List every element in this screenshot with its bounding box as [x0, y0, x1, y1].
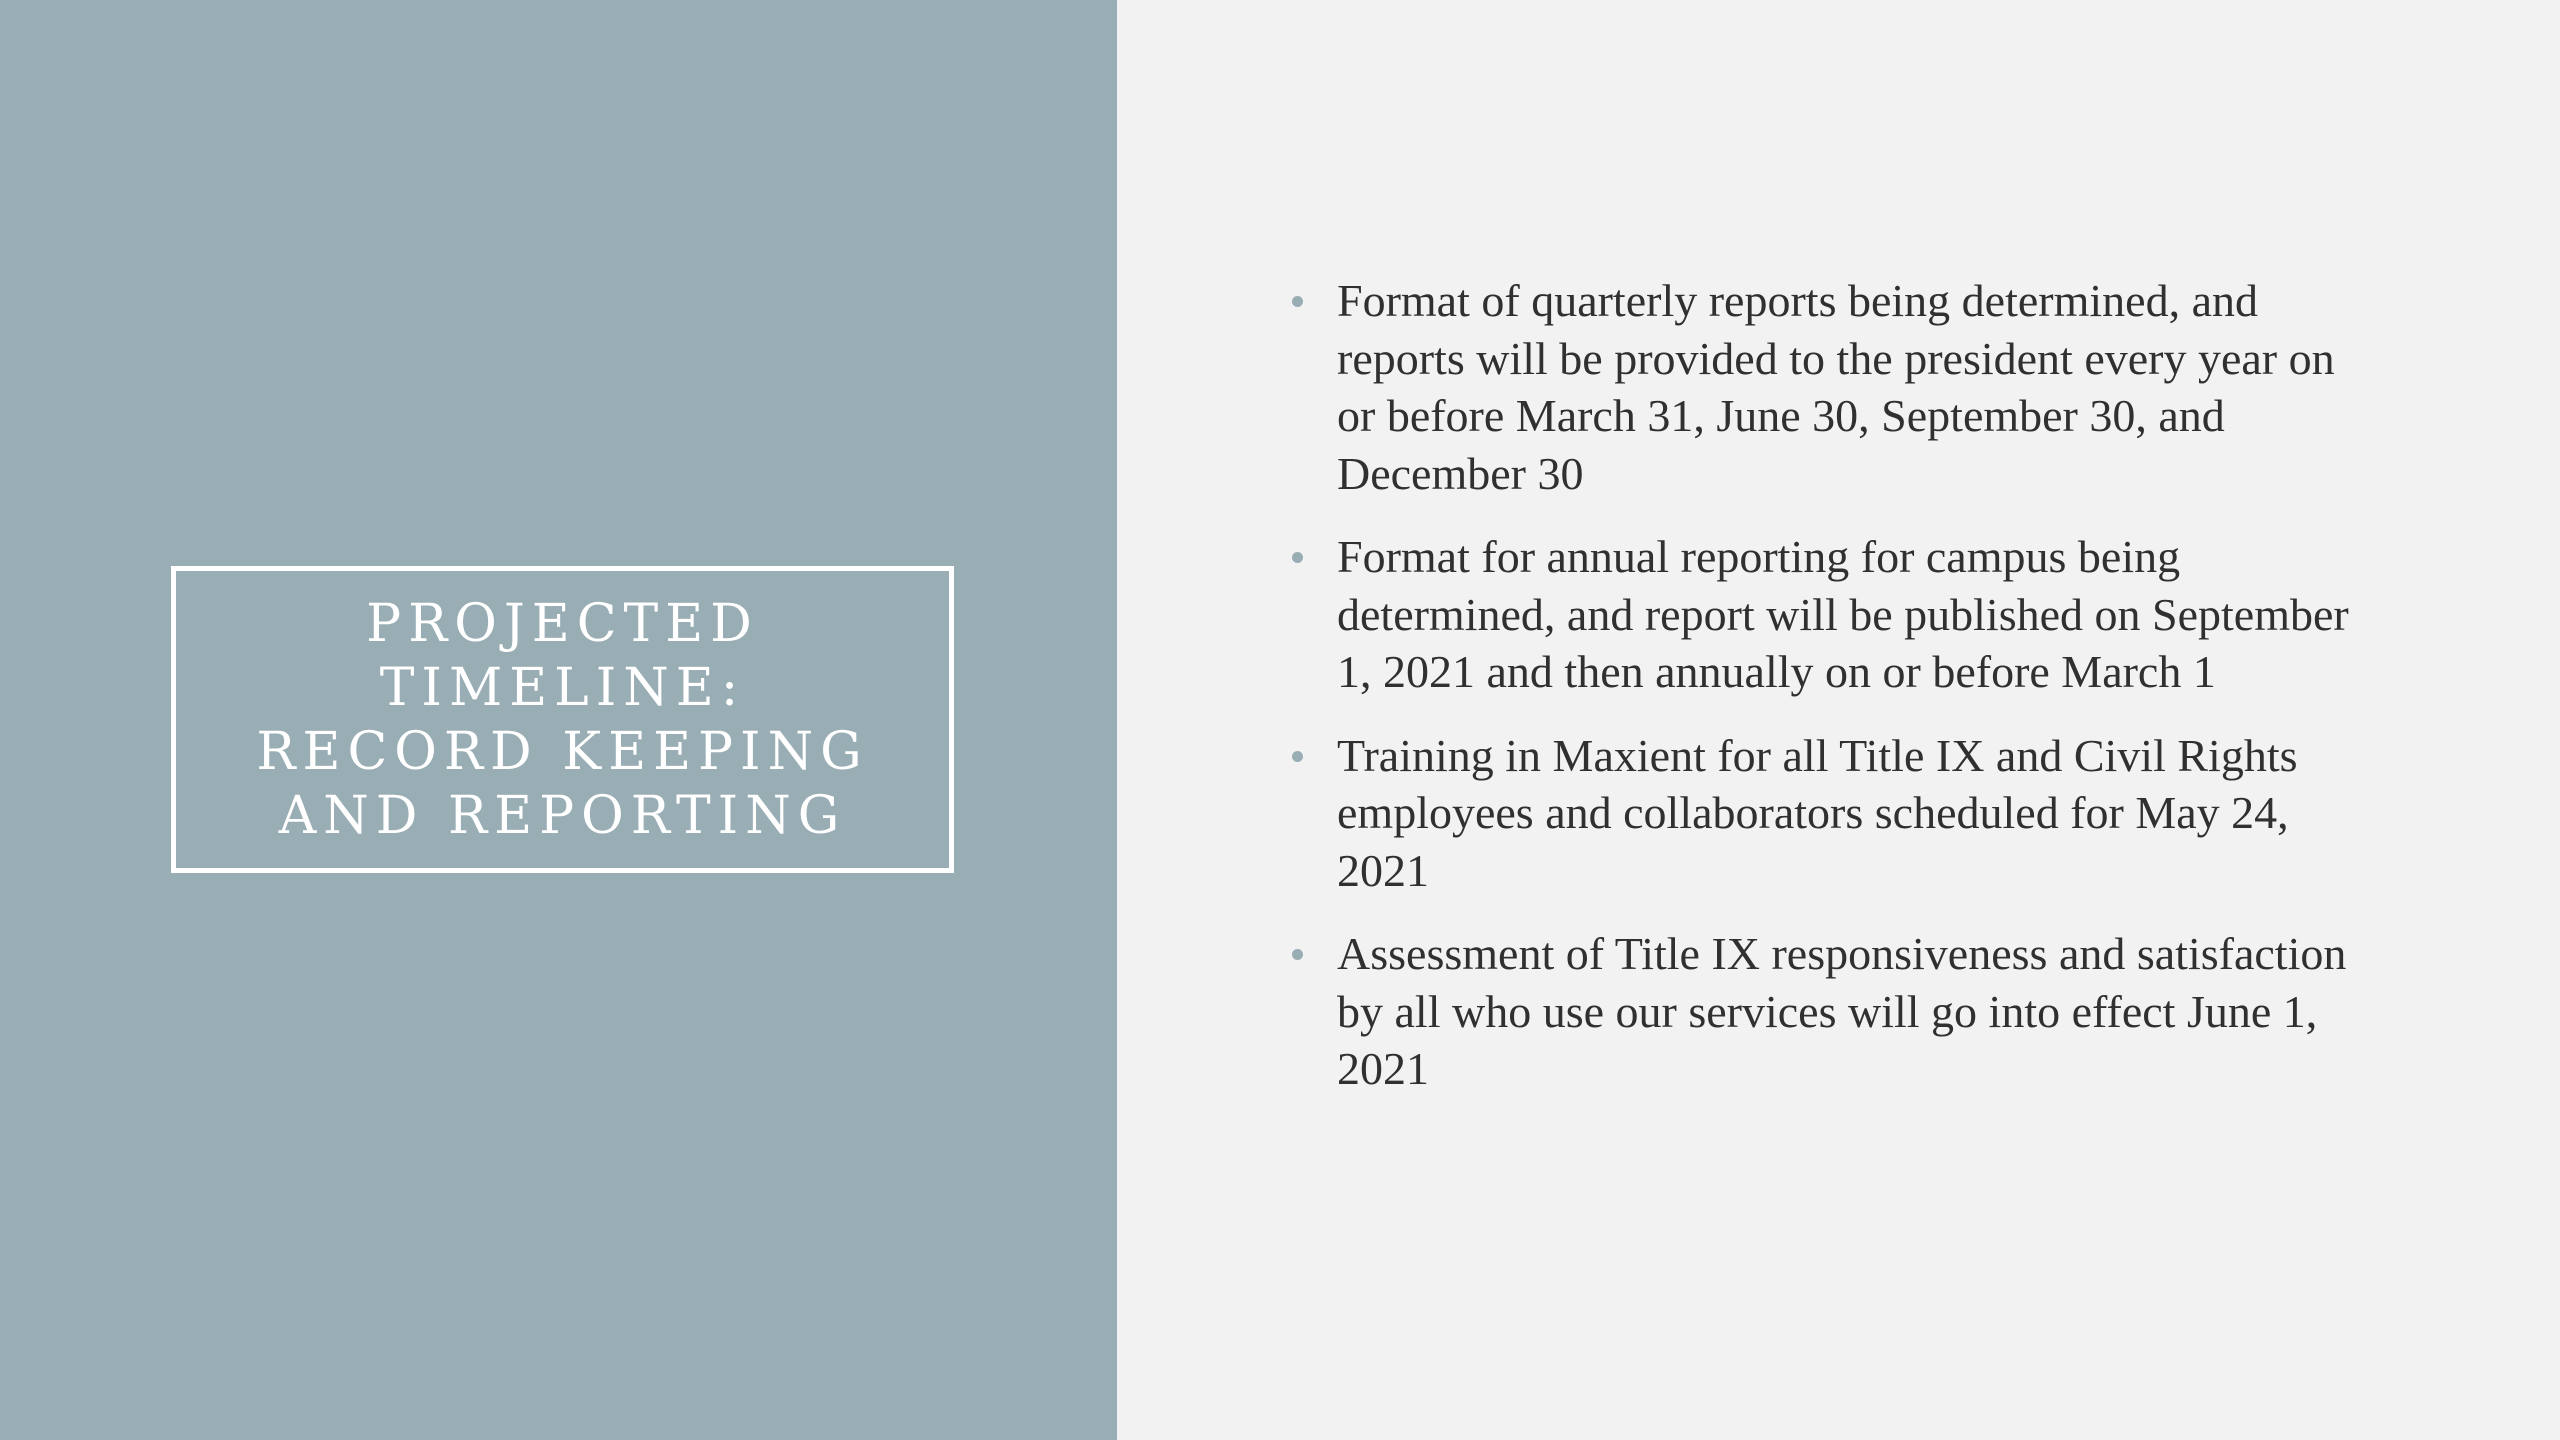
- bullet-dot-icon: [1292, 552, 1303, 563]
- bullet-text: Training in Maxient for all Title IX and Civil Rights employees and collaborators scheduled for May 24, 2021: [1337, 729, 2298, 896]
- bullet-item: [1280, 925, 2370, 1098]
- bullet-item: [1280, 727, 2370, 900]
- title-panel: [0, 0, 1117, 1440]
- bullet-dot-icon: [1292, 296, 1303, 307]
- bullet-text: Format for annual reporting for campus being determined, and report will be published on September 1, 2021 and then annually on or before March 1: [1337, 531, 2349, 697]
- slide-title: PROJECTED TIMELINE: RECORD KEEPING AND REPORTING: [256, 593, 869, 846]
- bullet-item: [1280, 528, 2370, 701]
- bullet-text: Assessment of Title IX responsiveness and satisfaction by all who use our services will go into effect June 1, 2021: [1337, 928, 2347, 1094]
- bullet-list: [1280, 272, 2370, 1124]
- title-frame: [171, 566, 954, 873]
- bullet-dot-icon: [1292, 751, 1303, 762]
- bullet-item: [1280, 272, 2370, 502]
- bullet-dot-icon: [1292, 949, 1303, 960]
- bullet-text: Format of quarterly reports being determined, and reports will be provided to the president every year on or before March 31, June 30, September 30, and December 30: [1337, 275, 2335, 499]
